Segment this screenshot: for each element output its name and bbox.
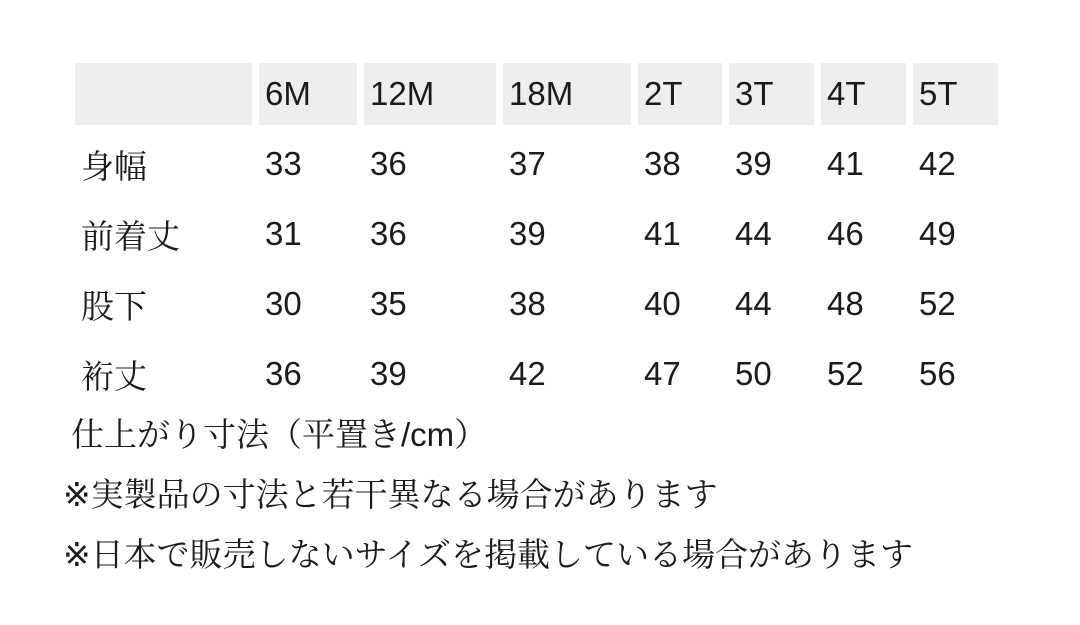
table-row [75, 125, 998, 199]
cell-value: 56 [919, 355, 956, 392]
column-header-18m: 18M [503, 63, 631, 125]
table-row [75, 339, 998, 409]
column-header-blank [75, 63, 252, 125]
column-header-5t: 5T [913, 63, 998, 125]
cell-value: 38 [644, 145, 681, 182]
table-row [75, 269, 998, 339]
cell-value: 40 [644, 285, 681, 322]
column-header-12m: 12M [364, 63, 496, 125]
cell-value: 38 [509, 285, 546, 322]
cell-value: 46 [827, 215, 864, 252]
cell-value: 39 [370, 355, 407, 392]
cell-value: 47 [644, 355, 681, 392]
cell-value: 42 [509, 355, 546, 392]
cell-value: 48 [827, 285, 864, 322]
cell-value: 50 [735, 355, 772, 392]
cell-value: 41 [644, 215, 681, 252]
cell-value: 39 [735, 145, 772, 182]
cell-value: 31 [265, 215, 302, 252]
column-header-4t: 4T [821, 63, 906, 125]
cell-value: 44 [735, 285, 772, 322]
header-row [75, 63, 998, 125]
row-label: 身幅 [81, 147, 147, 185]
column-header-3t: 3T [729, 63, 814, 125]
size-chart-table [68, 63, 1005, 409]
chart-footer [63, 412, 913, 592]
cell-value: 49 [919, 215, 956, 252]
column-header-6m: 6M [259, 63, 357, 125]
row-label: 股下 [81, 287, 147, 325]
note-line: ※実製品の寸法と若干異なる場合があります [63, 476, 718, 513]
cell-value: 42 [919, 145, 956, 182]
cell-value: 44 [735, 215, 772, 252]
cell-value: 52 [827, 355, 864, 392]
row-label: 裄丈 [81, 357, 147, 395]
column-header-2t: 2T [638, 63, 722, 125]
cell-value: 36 [370, 215, 407, 252]
cell-value: 37 [509, 145, 546, 182]
cell-value: 35 [370, 285, 407, 322]
chart-caption: 仕上がり寸法（平置き/cm） [71, 416, 488, 453]
note-line: ※日本で販売しないサイズを掲載している場合があります [63, 536, 914, 573]
cell-value: 39 [509, 215, 546, 252]
cell-value: 36 [370, 145, 407, 182]
row-label: 前着丈 [81, 217, 180, 255]
table-row [75, 199, 998, 269]
cell-value: 33 [265, 145, 302, 182]
cell-value: 41 [827, 145, 864, 182]
cell-value: 30 [265, 285, 302, 322]
cell-value: 36 [265, 355, 302, 392]
cell-value: 52 [919, 285, 956, 322]
